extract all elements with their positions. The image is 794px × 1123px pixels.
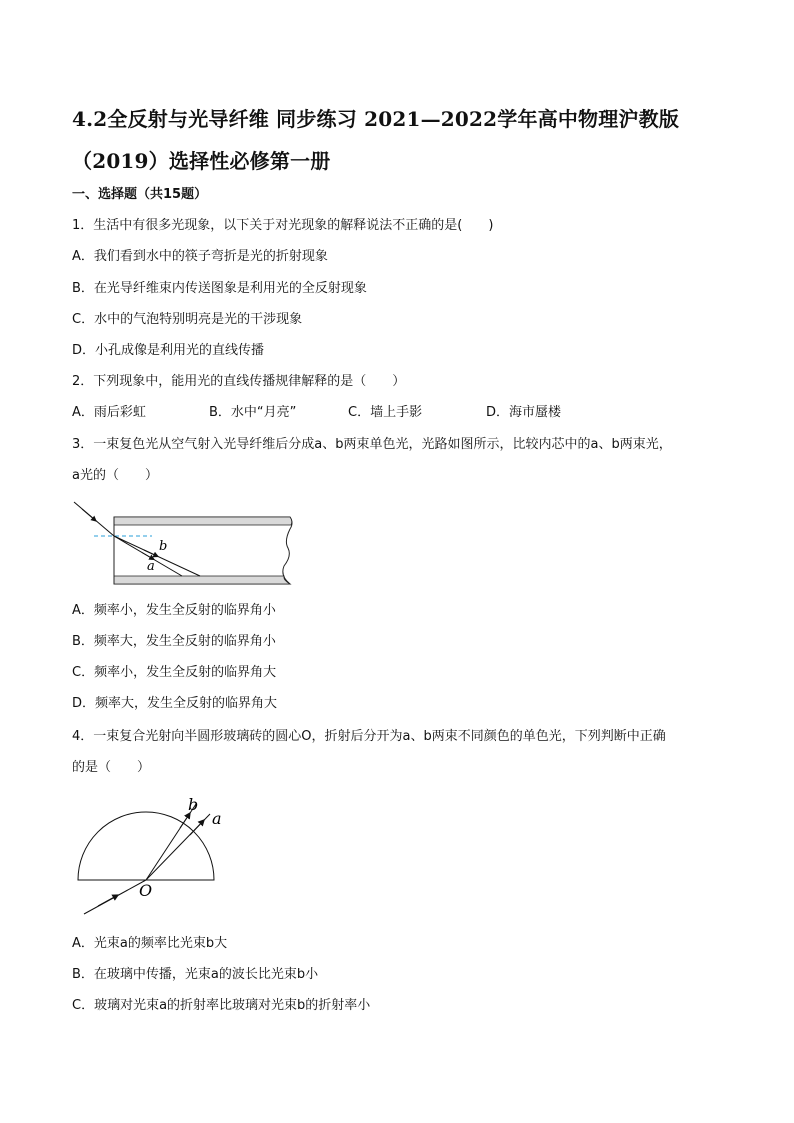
question-2-option-a: A．雨后彩虹 (72, 405, 146, 420)
question-1-option-a: A．我们看到水中的筷子弯折是光的折射现象 (72, 249, 328, 264)
label-a: a (147, 559, 155, 574)
question-1-stem: 1．生活中有很多光现象，以下关于对光现象的解释说法不正确的是( ) (72, 218, 494, 233)
question-3-stem-line-2: a光的（ ） (72, 468, 158, 483)
question-2-option-b: B．水中“月亮” (209, 405, 297, 420)
question-2-option-d: D．海市蜃楼 (486, 405, 562, 420)
question-2-stem: 2．下列现象中，能用光的直线传播规律解释的是（ ） (72, 374, 406, 389)
fiber-bottom-cladding (114, 576, 290, 584)
semicircle-glass-figure (72, 790, 232, 920)
label-b-4: b (188, 795, 199, 814)
fiber-cladding-outline (114, 517, 292, 584)
question-4-stem-line-1: 4．一束复合光射向半圆形玻璃砖的圆心O，折射后分开为a、b两束不同颜色的单色光，下列判断中正确 (72, 729, 666, 744)
question-4-stem-line-2: 的是（ ） (72, 760, 151, 775)
label-o: O (139, 881, 153, 900)
question-3-option-b: B．频率大，发生全反射的临界角小 (72, 634, 276, 649)
question-4-option-c: C．玻璃对光束a的折射率比玻璃对光束b的折射率小 (72, 998, 371, 1013)
question-2-option-c: C．墙上手影 (348, 405, 423, 420)
optical-fiber-figure (72, 496, 302, 592)
glass-semicircle (78, 812, 214, 880)
section-heading: 一、选择题（共15题） (72, 187, 208, 202)
label-a-4: a (212, 809, 222, 828)
fiber-top-cladding (114, 517, 292, 525)
question-4-option-a: A．光束a的频率比光束b大 (72, 936, 228, 951)
page-title-line-1: 4.2全反射与光导纤维 同步练习 2021—2022学年高中物理沪教版 (72, 107, 680, 131)
page-title-line-2: （2019）选择性必修第一册 (72, 149, 331, 173)
question-3-stem-line-1: 3．一束复色光从空气射入光导纤维后分成a、b两束单色光，光路如图所示，比较内芯中的a、b两束光， (72, 437, 672, 452)
label-b: b (159, 539, 168, 554)
question-3-option-d: D．频率大，发生全反射的临界角大 (72, 696, 278, 711)
question-1-option-b: B．在光导纤维束内传送图象是利用光的全反射现象 (72, 281, 367, 296)
question-3-option-c: C．频率小，发生全反射的临界角大 (72, 665, 277, 680)
question-1-option-c: C．水中的气泡特别明亮是光的干涉现象 (72, 312, 303, 327)
question-3-option-a: A．频率小，发生全反射的临界角小 (72, 603, 276, 618)
question-1-option-d: D．小孔成像是利用光的直线传播 (72, 343, 265, 358)
question-4-option-b: B．在玻璃中传播，光束a的波长比光束b小 (72, 967, 319, 982)
